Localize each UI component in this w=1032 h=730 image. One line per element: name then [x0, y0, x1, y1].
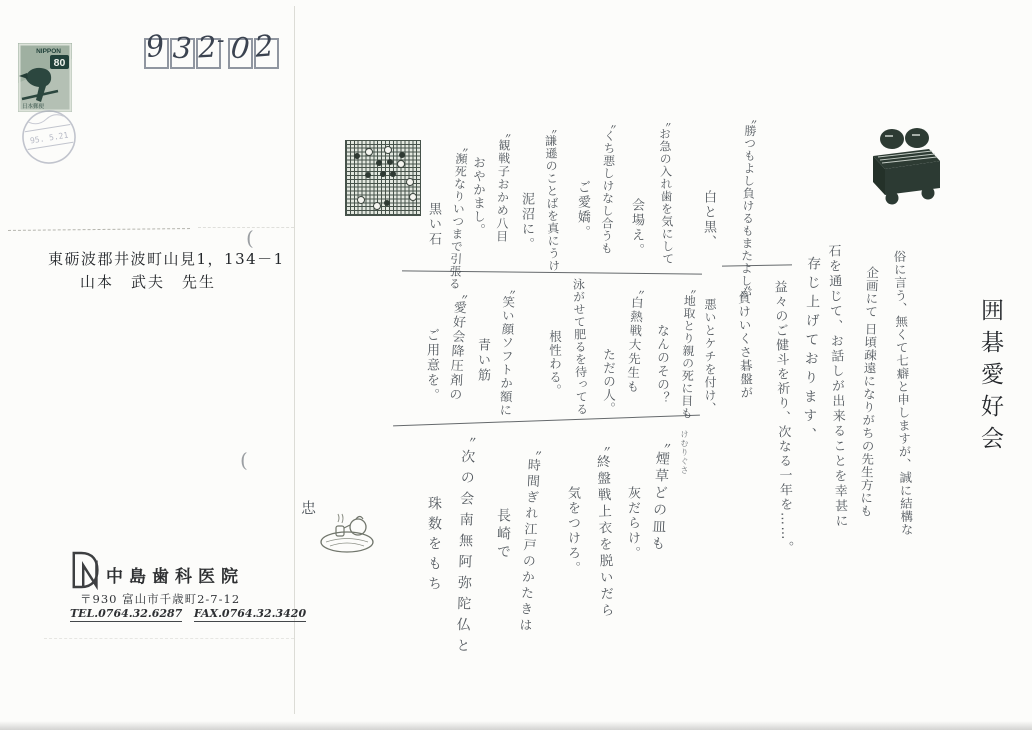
verse-column: 泥沼に。 [519, 192, 534, 252]
verse-column: ただの人。 [601, 348, 617, 416]
verse-column: 根性わる。 [547, 330, 563, 398]
postmark-date: 95. 5.21 [29, 130, 69, 146]
goban-foot [922, 187, 935, 200]
verse-column: 灰だらけ。 [625, 486, 640, 561]
intro-column: 企画にて 日頃疎遠になりがちの先生方にも [858, 265, 880, 518]
postal-code-digit: 9 [143, 27, 167, 65]
verse-column: 泳がせて肥るを待ってる [571, 277, 589, 416]
scan-artifact: ( [240, 448, 248, 472]
tray-hatching [326, 539, 368, 547]
verse-column: 〝謙遜のことばを真にうけ [543, 121, 561, 273]
verse-column: 〝観戦子おかめ八目 [494, 125, 512, 244]
black-stone [399, 152, 405, 158]
verse-column: 気をつけろ。 [565, 486, 580, 576]
fax-label: FAX. [193, 607, 222, 620]
black-stone [390, 171, 396, 177]
stamp-denomination: 80 [53, 57, 66, 69]
verse-column: 〝終盤戦上衣を脱いだら [593, 437, 614, 620]
postmark-top-squiggle [28, 113, 64, 125]
go-bowl-right [905, 128, 929, 148]
logo-letter-n [83, 561, 96, 587]
black-stone [380, 171, 386, 177]
recipient-address: 東砺波郡井波町山見1，134－1 [48, 250, 285, 268]
verse-column: 黒い石 [426, 202, 441, 247]
goban-stamp-illustration [868, 124, 942, 206]
verse-column: 〝笑い顔ソフトか額に [497, 281, 517, 418]
go-bowl-left [880, 129, 904, 149]
tea-cup [336, 526, 344, 536]
intro-column: 存じ上げております、 [800, 255, 822, 447]
clinic-logo-dn [70, 550, 104, 590]
verse-column: 〝負けいくさ碁盤が [735, 277, 755, 400]
verse-column: 会場え。 [629, 198, 644, 258]
black-stone [376, 160, 382, 166]
verse-column: 〝瀕死なりいつまで引張る [447, 139, 469, 291]
verse-separator-line [393, 415, 700, 427]
white-stone [397, 160, 405, 168]
verse-column: 白と黒、 [701, 190, 716, 250]
clinic-address: 〒930 富山市千歳町2-7-12 [80, 592, 241, 606]
verse-underline [722, 264, 792, 266]
scan-crease [44, 638, 294, 639]
postal-code-digit: 2 [253, 28, 275, 64]
goban-foot [886, 192, 899, 205]
fax-line [194, 607, 306, 622]
clinic-contact [70, 607, 306, 620]
black-stone [354, 153, 360, 159]
white-stone [384, 146, 392, 154]
verse-column: なんのその？ [655, 324, 671, 405]
verse-column: 〝勝つもよし負けるもまたよしが [738, 111, 758, 300]
verse-column: 〝白熱戦大先生も [624, 281, 646, 395]
verse-column: 悪いとケチを付け、 [703, 298, 717, 415]
go-board-diagram [345, 140, 421, 216]
postal-code-digit: 0 [229, 30, 252, 66]
verse-column: 〝お急の入れ歯を気にして [657, 114, 675, 266]
black-stone [384, 200, 390, 206]
intro-column: 石を通じて、お話しが出来ることを幸甚に [825, 243, 848, 530]
clinic-name: 中島歯科医院 [106, 567, 244, 586]
verse-column: 長崎で [495, 508, 511, 562]
white-stone [365, 148, 373, 156]
scan-crease [8, 228, 190, 231]
verse-column: ご愛嬌。 [575, 180, 590, 240]
intro-column: 益々のご健斗を祈り、次なる一年を……。 [771, 279, 794, 556]
black-stone [365, 172, 371, 178]
postal-code-digit: 2 [197, 29, 218, 65]
postal-code-digit: 3 [171, 30, 193, 66]
steam [338, 514, 343, 523]
tea-note-character: 忠 [299, 500, 317, 515]
stamp-issuer-label: 日本郵便 [22, 104, 45, 110]
verse-column: 〝愛好会降圧剤の [445, 285, 468, 403]
verse-column: 〝煙草どの皿も [648, 433, 672, 554]
black-stone [387, 159, 393, 165]
verse-column: 〝地取とり親の死に目も [679, 281, 697, 420]
verse-column: 珠数をもち [426, 496, 442, 596]
verse-column: おやかまし。 [471, 156, 487, 237]
tel-number: 0764.32.6287 [98, 607, 183, 620]
tea-tray-doodle [316, 500, 376, 556]
tray [321, 532, 373, 552]
tel-line [70, 607, 182, 622]
postmark [15, 103, 84, 172]
teapot-spout-handle [344, 517, 363, 529]
postage-stamp [18, 43, 72, 112]
verse-column: 青い筋 [475, 338, 490, 383]
white-stone [373, 202, 381, 210]
recipient-name: 山本 武夫 先生 [80, 273, 217, 291]
white-stone [409, 193, 417, 201]
verse-column: ご用意を。 [424, 328, 439, 403]
verse-furigana: けむりぐさ [680, 430, 689, 475]
white-stone [357, 196, 365, 204]
fax-number: 0764.32.3420 [221, 607, 307, 620]
verse-column: 〝時間ぎれ江戸のかたきは [515, 441, 542, 635]
verse-column: 〝次の会南無阿弥陀仏と [453, 427, 477, 660]
white-stone [406, 178, 414, 186]
scan-artifact: ( [246, 226, 254, 250]
club-name: 囲碁愛好会 [977, 298, 1003, 458]
tel-label: TEL. [70, 607, 99, 620]
stamp-country-label: NIPPON [36, 48, 61, 55]
intro-column: 俗に言う、無くて七癖と申しますが、誠に結構な [891, 249, 915, 537]
verse-column: 〝くち悪しけなし合うも [599, 116, 617, 255]
postal-code-separator: - [217, 28, 225, 53]
